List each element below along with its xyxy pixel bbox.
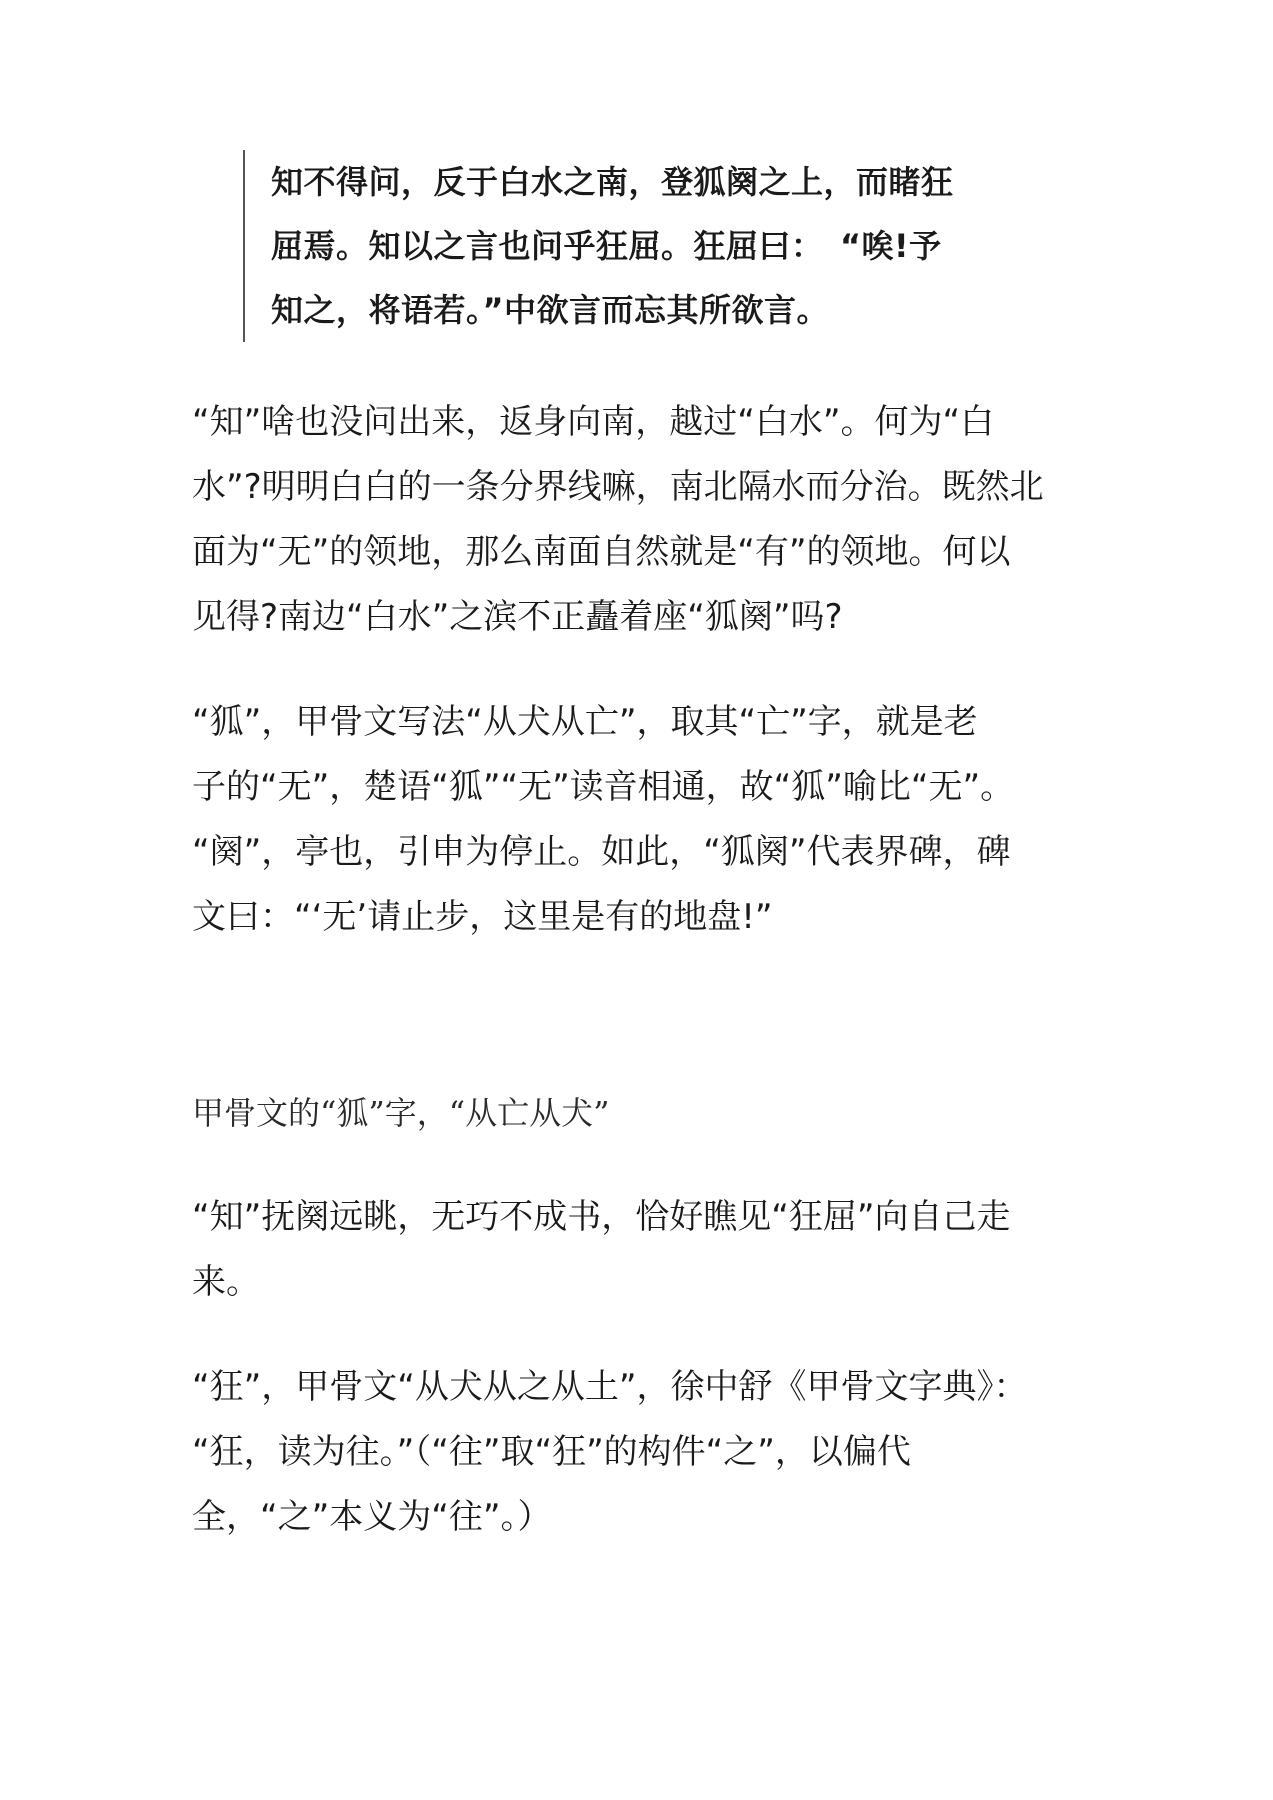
paragraph-white-water — [192, 390, 1092, 650]
paragraph-line: “狐”，甲骨文写法“从犬从亡”，取其“亡”字，就是老 — [192, 702, 978, 742]
paragraph-line: “知”抚阕远眺，无巧不成书，恰好瞧见“狂屈”向自己走 — [192, 1197, 1011, 1237]
block-quote — [243, 150, 1051, 342]
paragraph-kuang — [192, 1355, 1092, 1550]
paragraph-line: “知”啥也没问出来，返身向南，越过“白水”。何为“白 — [192, 402, 995, 442]
figure-caption: 甲骨文的“狐”字，“从亡从犬” — [192, 1094, 610, 1132]
paragraph-line: “狂”，甲骨文“从犬从之从土”，徐中舒《甲骨文字典》： — [192, 1367, 1028, 1407]
paragraph-line: 见得?南边“白水”之滨不正矗着座“狐阕”吗? — [192, 597, 843, 637]
paragraph-line: 来。 — [192, 1262, 260, 1302]
quote-line: 知不得问，反于白水之南，登狐阕之上，而睹狂 — [271, 163, 954, 201]
paragraph-line: 文曰：“‘无’请止步，这里是有的地盘!” — [192, 897, 773, 937]
quote-line: 知之，将语若。”中欲言而忘其所欲言。 — [271, 291, 830, 329]
paragraph-fox — [192, 690, 1092, 950]
paragraph-look-afar — [192, 1185, 1092, 1315]
paragraph-line: “阕”，亭也，引申为停止。如此，“狐阕”代表界碑，碑 — [192, 832, 1011, 872]
paragraph-line: 水”?明明白白的一条分界线嘛，南北隔水而分治。既然北 — [192, 467, 1044, 507]
paragraph-line: 子的“无”，楚语“狐”“无”读音相通，故“狐”喻比“无”。 — [192, 767, 1015, 807]
quote-line: 屈焉。知以之言也问乎狂屈。狂屈曰： “唉!予 — [271, 227, 942, 265]
paragraph-line: “狂，读为往。”（“往”取“狂”的构件“之”，以偏代 — [192, 1432, 911, 1472]
paragraph-line: 面为“无”的领地，那么南面自然就是“有”的领地。何以 — [192, 532, 1011, 572]
paragraph-line: 全，“之”本义为“往”。） — [192, 1497, 552, 1537]
